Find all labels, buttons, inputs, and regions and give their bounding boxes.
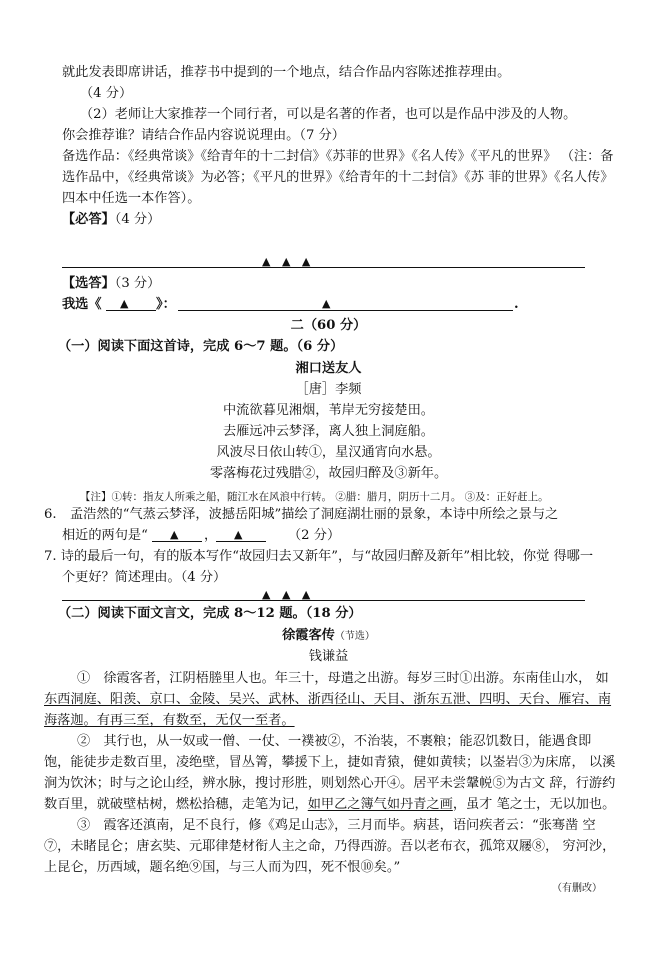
candidate-works-line: 备选作品：《经典常谈》《给青年的十二封信》《苏菲的世界》《名人传》《平凡的世界》 （注：备 [62, 149, 614, 164]
poem-line: 去雁远冲云梦泽，离人独上洞庭船。 [223, 424, 434, 439]
prose-title-row [0, 626, 657, 646]
choice-end: . [514, 297, 519, 312]
poem-note: 【注】①转：指友人所乘之船，随江水在风浪中行转。 ②腊：腊月，阴历十二月。 ③及：正好赶上。 [80, 491, 549, 503]
para3-line: ⑦，未睹昆仑；唐玄奘、元耶律楚材衔人主之命，乃得西游。吾以老布衣，孤筇双屦⑧， 穷河沙， [44, 839, 616, 854]
q7-text: 7. 诗的最后一句，有的版本写作“故园归去又新年”，与“故园归醉及新年”相比较，你觉 得哪一 [44, 549, 594, 564]
choice-prefix: 我选《 [62, 297, 102, 312]
q2-line-cont: 你会推荐谁？请结合作品内容说说理由。（7 分） [62, 128, 345, 143]
q7-text-cont: 个更好？简述理由。（4 分） [62, 570, 227, 585]
must-answer-score: （4 分） [114, 212, 161, 227]
q6-text: 孟浩然的“气蒸云梦泽，波撼岳阳城”描绘了洞庭湖壮丽的景象，本诗中所绘之景与之 [70, 507, 559, 522]
must-answer-label: 【必答】 [62, 212, 115, 227]
q6-answer-placeholder-1: ▲ [170, 528, 183, 541]
answer-placeholder: ▲ ▲ ▲ [262, 255, 315, 268]
q6-comma: ， [204, 528, 218, 543]
para1-line [44, 711, 295, 730]
choice-book-placeholder: ▲ [120, 297, 133, 310]
para2-line [44, 795, 615, 814]
para2-underlined: 如甲乙之簿气如丹青之画 [307, 797, 453, 812]
poem-line: 零落梅花过残腊②，故园归醉及③新年。 [209, 466, 448, 481]
part2-instruction: （二）阅读下面文言文，完成 8～12 题。（18 分） [58, 606, 362, 621]
choice-reason-blank [178, 310, 513, 311]
candidate-works-line3: 四本中任选一本作答）。 [62, 191, 201, 206]
optional-answer-row [62, 274, 160, 293]
optional-answer-label: 【选答】 [62, 276, 115, 291]
q6-number: 6. [44, 507, 57, 522]
para1-underlined: 东西洞庭、阳羡、京口、金陵、吴兴、武林、浙西径山、天目、浙东五泄、四明、天台、雁宕、南 [44, 692, 612, 707]
choice-reason-placeholder: ▲ [322, 297, 335, 310]
q6-answer-placeholder-2: ▲ [234, 528, 247, 541]
q7-answer-placeholder: ▲ ▲ ▲ [262, 588, 315, 601]
para2-line: 饱，能徒步走数百里，凌绝壁，冒丛箐，攀援下上，捷如青猿，健如黄犊；以崟岩③为床席， 以溪 [44, 755, 616, 770]
para2-line: ② 其行也，从一奴或一僧、一仗、一襆被②，不治装，不裹粮；能忍饥数日，能遇食即 [77, 734, 592, 749]
para2-text: 数百里，就破壁枯树，燃松拾穗，走笔为记， [44, 797, 308, 812]
prose-title-note: （节选） [334, 631, 375, 642]
part1-instruction: （一）阅读下面这首诗，完成 6～7 题。（6 分） [58, 339, 344, 354]
para1-line: ① 徐霞客者，江阴梧塍里人也。年三十，母遣之出游。每岁三时①出游。东南佳山水， 如 [77, 671, 609, 686]
section-title: 二（60 分） [290, 318, 367, 333]
prose-title: 徐霞客传 [282, 628, 335, 643]
q2-line: （2）老师让大家推荐一个同行者，可以是名著的作者，也可以是作品中涉及的人物。 [80, 107, 577, 122]
q7-answer-line [62, 600, 585, 601]
poem-author: ［唐］李频 [295, 382, 362, 397]
optional-answer-score: （3 分） [114, 276, 161, 291]
para2-text: ，虽才 笔之士，无以加也。 [452, 797, 616, 812]
must-answer-row [62, 210, 160, 229]
para2-line: 涧为饮沐；时与之论山经，辨水脉，搜讨形胜，则划然心开④。居平未尝鞶帨⑤为古文 辞，行游约 [44, 776, 616, 791]
q6-score: （2 分） [288, 528, 341, 543]
poem-line: 中流欲暮见湘烟，苇岸无穷接楚田。 [223, 403, 434, 418]
q-intro-line: 就此发表即席讲话，推荐书中提到的一个地点，结合作品内容陈述推荐理由。 [62, 65, 511, 80]
q-score: （4 分） [80, 86, 133, 101]
para1-line [44, 690, 611, 709]
source-note: （有删改） [552, 883, 602, 894]
q6-blank-a: 相近的两句是“ [62, 528, 148, 543]
para3-line: 上昆仑，历西域，题名绝⑨国，与三人而为四，死不恨⑩矣。” [44, 860, 401, 875]
prose-author: 钱谦益 [308, 649, 349, 664]
poem-line: 风波尽日依山转①，星汉通宵向水悬。 [216, 445, 441, 460]
poem-title: 湘口送友人 [295, 361, 362, 376]
candidate-works-line2: 选作品中，《经典常谈》为必答；《平凡的世界》《给青年的十二封信》《苏 菲的世界》《名人传》 [62, 170, 614, 185]
choice-suffix: 》： [156, 297, 176, 312]
answer-line [62, 267, 585, 268]
para3-line: ③ 霞客还滇南，足不良行，修《鸡足山志》，三月而毕。病甚，语问疾者云：“张骞凿 空 [77, 818, 596, 833]
para1-underlined: 海落迦。有再三至，有数至，无仅一至者。 [44, 713, 295, 728]
